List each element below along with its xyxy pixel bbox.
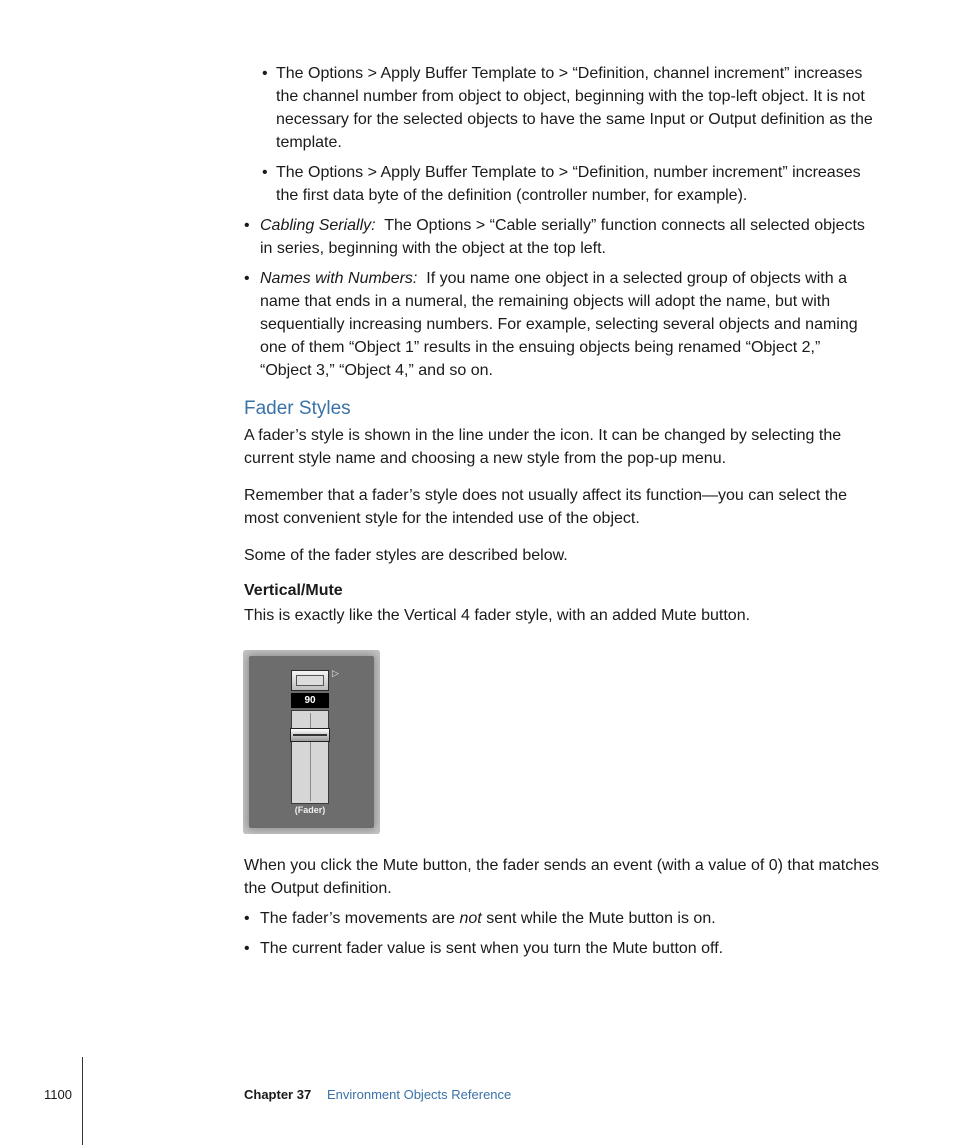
bullet-term: Names with Numbers: (260, 270, 418, 287)
fader-style-label: (Fader) (294, 805, 326, 815)
fader-track[interactable] (291, 710, 329, 804)
chapter-number: Chapter 37 (244, 1087, 312, 1102)
bullet-emphasis: not (459, 910, 482, 927)
output-arrow-icon: ▷ (332, 668, 339, 678)
mute-button[interactable] (291, 670, 329, 691)
bullet-text: sent while the Mute button is on. (481, 910, 716, 927)
fader-track-line (310, 713, 311, 801)
fader-knob[interactable] (290, 728, 330, 742)
bullet-cabling (260, 214, 876, 260)
chapter-title-link[interactable]: Environment Objects Reference (327, 1087, 512, 1102)
bullet-dot: • (244, 940, 250, 957)
page-number: 1100 (44, 1087, 72, 1102)
subsection-title: Vertical/Mute (244, 582, 343, 599)
subsection-text: This is exactly like the Vertical 4 fader style, with an added Mute button. (244, 607, 751, 624)
paragraph: A fader’s style is shown in the line under the icon. It can be changed by selecting the current style name and choosing a new style from the pop-up menu. (244, 427, 842, 467)
paragraph: When you click the Mute button, the fader sends an event (with a value of 0) that matches the Output definition. (244, 857, 880, 897)
bullet-names (260, 267, 876, 382)
bullet-text: If you name one object in a selected group of objects with a name that ends in a numeral, the remaining objects will adopt the name, but with sequentially increasing numbers. For example, selecting several objects and naming one of them “Object 1” results in the ensuing objects being renamed “Object 2,” “Object 3,” “Object 4,” and so on. (260, 270, 858, 379)
paragraph: Some of the fader styles are described below. (244, 547, 568, 564)
bullet-not-sent (260, 907, 876, 930)
bullet-current-value: The current fader value is sent when you turn the Mute button off. (260, 940, 724, 957)
bullet-dot: • (262, 65, 268, 82)
bullet-text: The Options > “Cable serially” function connects all selected objects in series, beginning with the object at the top left. (260, 217, 865, 257)
paragraph: Remember that a fader’s style does not usually affect its function—you can select the most convenient style for the intended use of the object. (244, 487, 847, 527)
bullet-term: Cabling Serially: (260, 217, 376, 234)
bullet-dot: • (244, 910, 250, 927)
section-title: Fader Styles (244, 398, 351, 419)
bullet-text: The fader’s movements are (260, 910, 460, 927)
bullet-dot: • (262, 164, 268, 181)
sub-bullet-1: The Options > Apply Buffer Template to > “Definition, channel increment” increases the channel number from object to object, beginning with the top-left object. It is not necessary for the selected objects to have the same Input or Output definition as the template. (276, 65, 873, 151)
footer-rule (82, 1057, 83, 1145)
bullet-dot: • (244, 217, 250, 234)
bullet-dot: • (244, 270, 250, 287)
fader-value: 90 (291, 693, 329, 708)
fader-figure (243, 650, 380, 834)
sub-bullet-2: The Options > Apply Buffer Template to > “Definition, number increment” increases the first data byte of the definition (controller number, for example). (276, 164, 861, 204)
